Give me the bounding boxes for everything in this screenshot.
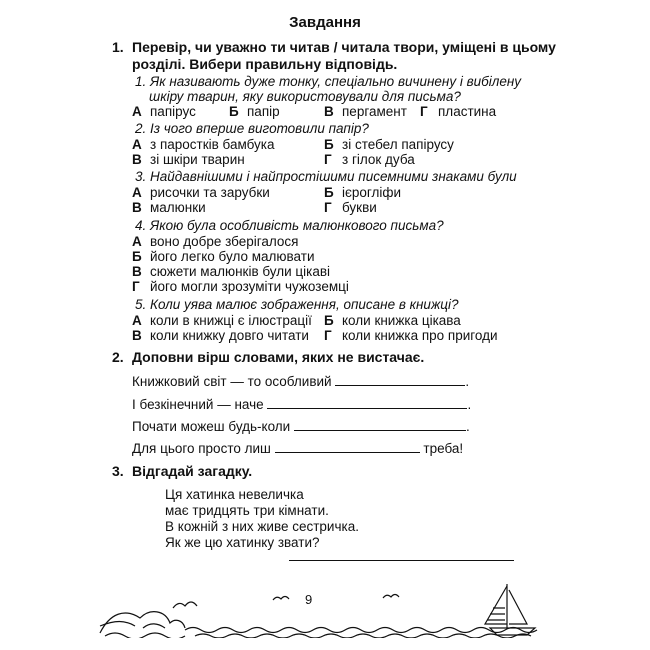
poem-line-1: Книжковий світ — то особливий .	[132, 374, 470, 389]
page-number: 9	[305, 592, 313, 607]
task-1-number: 1.	[112, 39, 124, 55]
q4-option-b: Б його легко було малювати	[132, 249, 315, 264]
q3-option-a: А рисочки та зарубки	[132, 185, 270, 200]
question-5: 5. Коли уява малює зображення, описане в книжці?	[135, 297, 459, 312]
question-1-line-2: шкіру тварин, яку використовували для письма?	[149, 89, 461, 104]
sea-line-icon	[185, 628, 537, 633]
q5-option-d: Г коли книжка про пригоди	[324, 328, 498, 343]
sea-decoration	[95, 578, 555, 638]
q1-option-c: В пергамент	[324, 104, 407, 119]
seagull-icon-3	[383, 595, 399, 599]
poem-line-3: Почати можеш будь-коли .	[132, 419, 470, 434]
q5-option-b: Б коли книжка цікава	[324, 313, 461, 328]
q2-option-d: Г з гілок дуба	[324, 152, 415, 167]
q4-option-d: Г його могли зрозуміти чужоземці	[132, 279, 349, 294]
q1-option-b: Б папір	[229, 104, 280, 119]
task-1-title-line-1: Перевір, чи уважно ти читав / читала твори, уміщені в цьому	[132, 39, 556, 55]
riddle-line-4: Як же цю хатинку звати?	[165, 535, 320, 550]
seagull-icon-2	[273, 597, 289, 601]
riddle-line-3: В кожній з них живе сестричка.	[165, 519, 359, 534]
riddle-line-1: Ця хатинка невеличка	[165, 487, 304, 502]
question-3: 3. Найдавнішими і найпростішими писемними знаками були	[135, 169, 517, 184]
q2-option-a: А з паростків бамбука	[132, 137, 275, 152]
q4-option-c: В сюжети малюнків були цікаві	[132, 264, 331, 279]
answer-blank-3[interactable]	[294, 418, 466, 431]
q1-option-a: А папірус	[132, 104, 196, 119]
q2-option-c: В зі шкіри тварин	[132, 152, 245, 167]
riddle-line-2: має тридцять три кімнати.	[165, 503, 329, 518]
poem-line-2: І безкінечний — наче .	[132, 397, 472, 412]
answer-blank-1[interactable]	[335, 373, 465, 386]
q3-option-c: В малюнки	[132, 200, 206, 215]
q3-option-d: Г букви	[324, 200, 377, 215]
q5-option-c: В коли книжку довго читати	[132, 328, 309, 343]
seagull-icon-1	[173, 602, 197, 608]
poem-line-4: Для цього просто лиш треба!	[132, 441, 464, 456]
task-3-number: 3.	[112, 463, 124, 479]
q5-option-a: А коли в книжці є ілюстрації	[132, 313, 312, 328]
page-title: Завдання	[289, 14, 361, 31]
question-2: 2. Із чого вперше виготовили папір?	[135, 121, 369, 136]
q1-option-d: Г пластина	[420, 104, 497, 119]
question-4: 4. Якою була особливість малюнкового письма?	[135, 218, 444, 233]
task-3-title: Відгадай загадку.	[132, 463, 253, 479]
q2-option-b: Б зі стебел папірусу	[324, 137, 454, 152]
task-1-title-line-2: розділі. Вибери правильну відповідь.	[132, 56, 398, 72]
riddle-answer-line[interactable]	[289, 560, 514, 561]
task-2-number: 2.	[112, 349, 124, 365]
q3-option-b: Б ієрогліфи	[324, 185, 402, 200]
task-2-title: Доповни вірш словами, яких не вистачає.	[132, 349, 425, 365]
answer-blank-4[interactable]	[275, 440, 420, 453]
answer-blank-2[interactable]	[267, 396, 467, 409]
question-1-line-1: 1. Як називають дуже тонку, спеціально вичинену і вибілену	[135, 74, 522, 89]
q4-option-a: А воно добре зберігалося	[132, 234, 299, 249]
